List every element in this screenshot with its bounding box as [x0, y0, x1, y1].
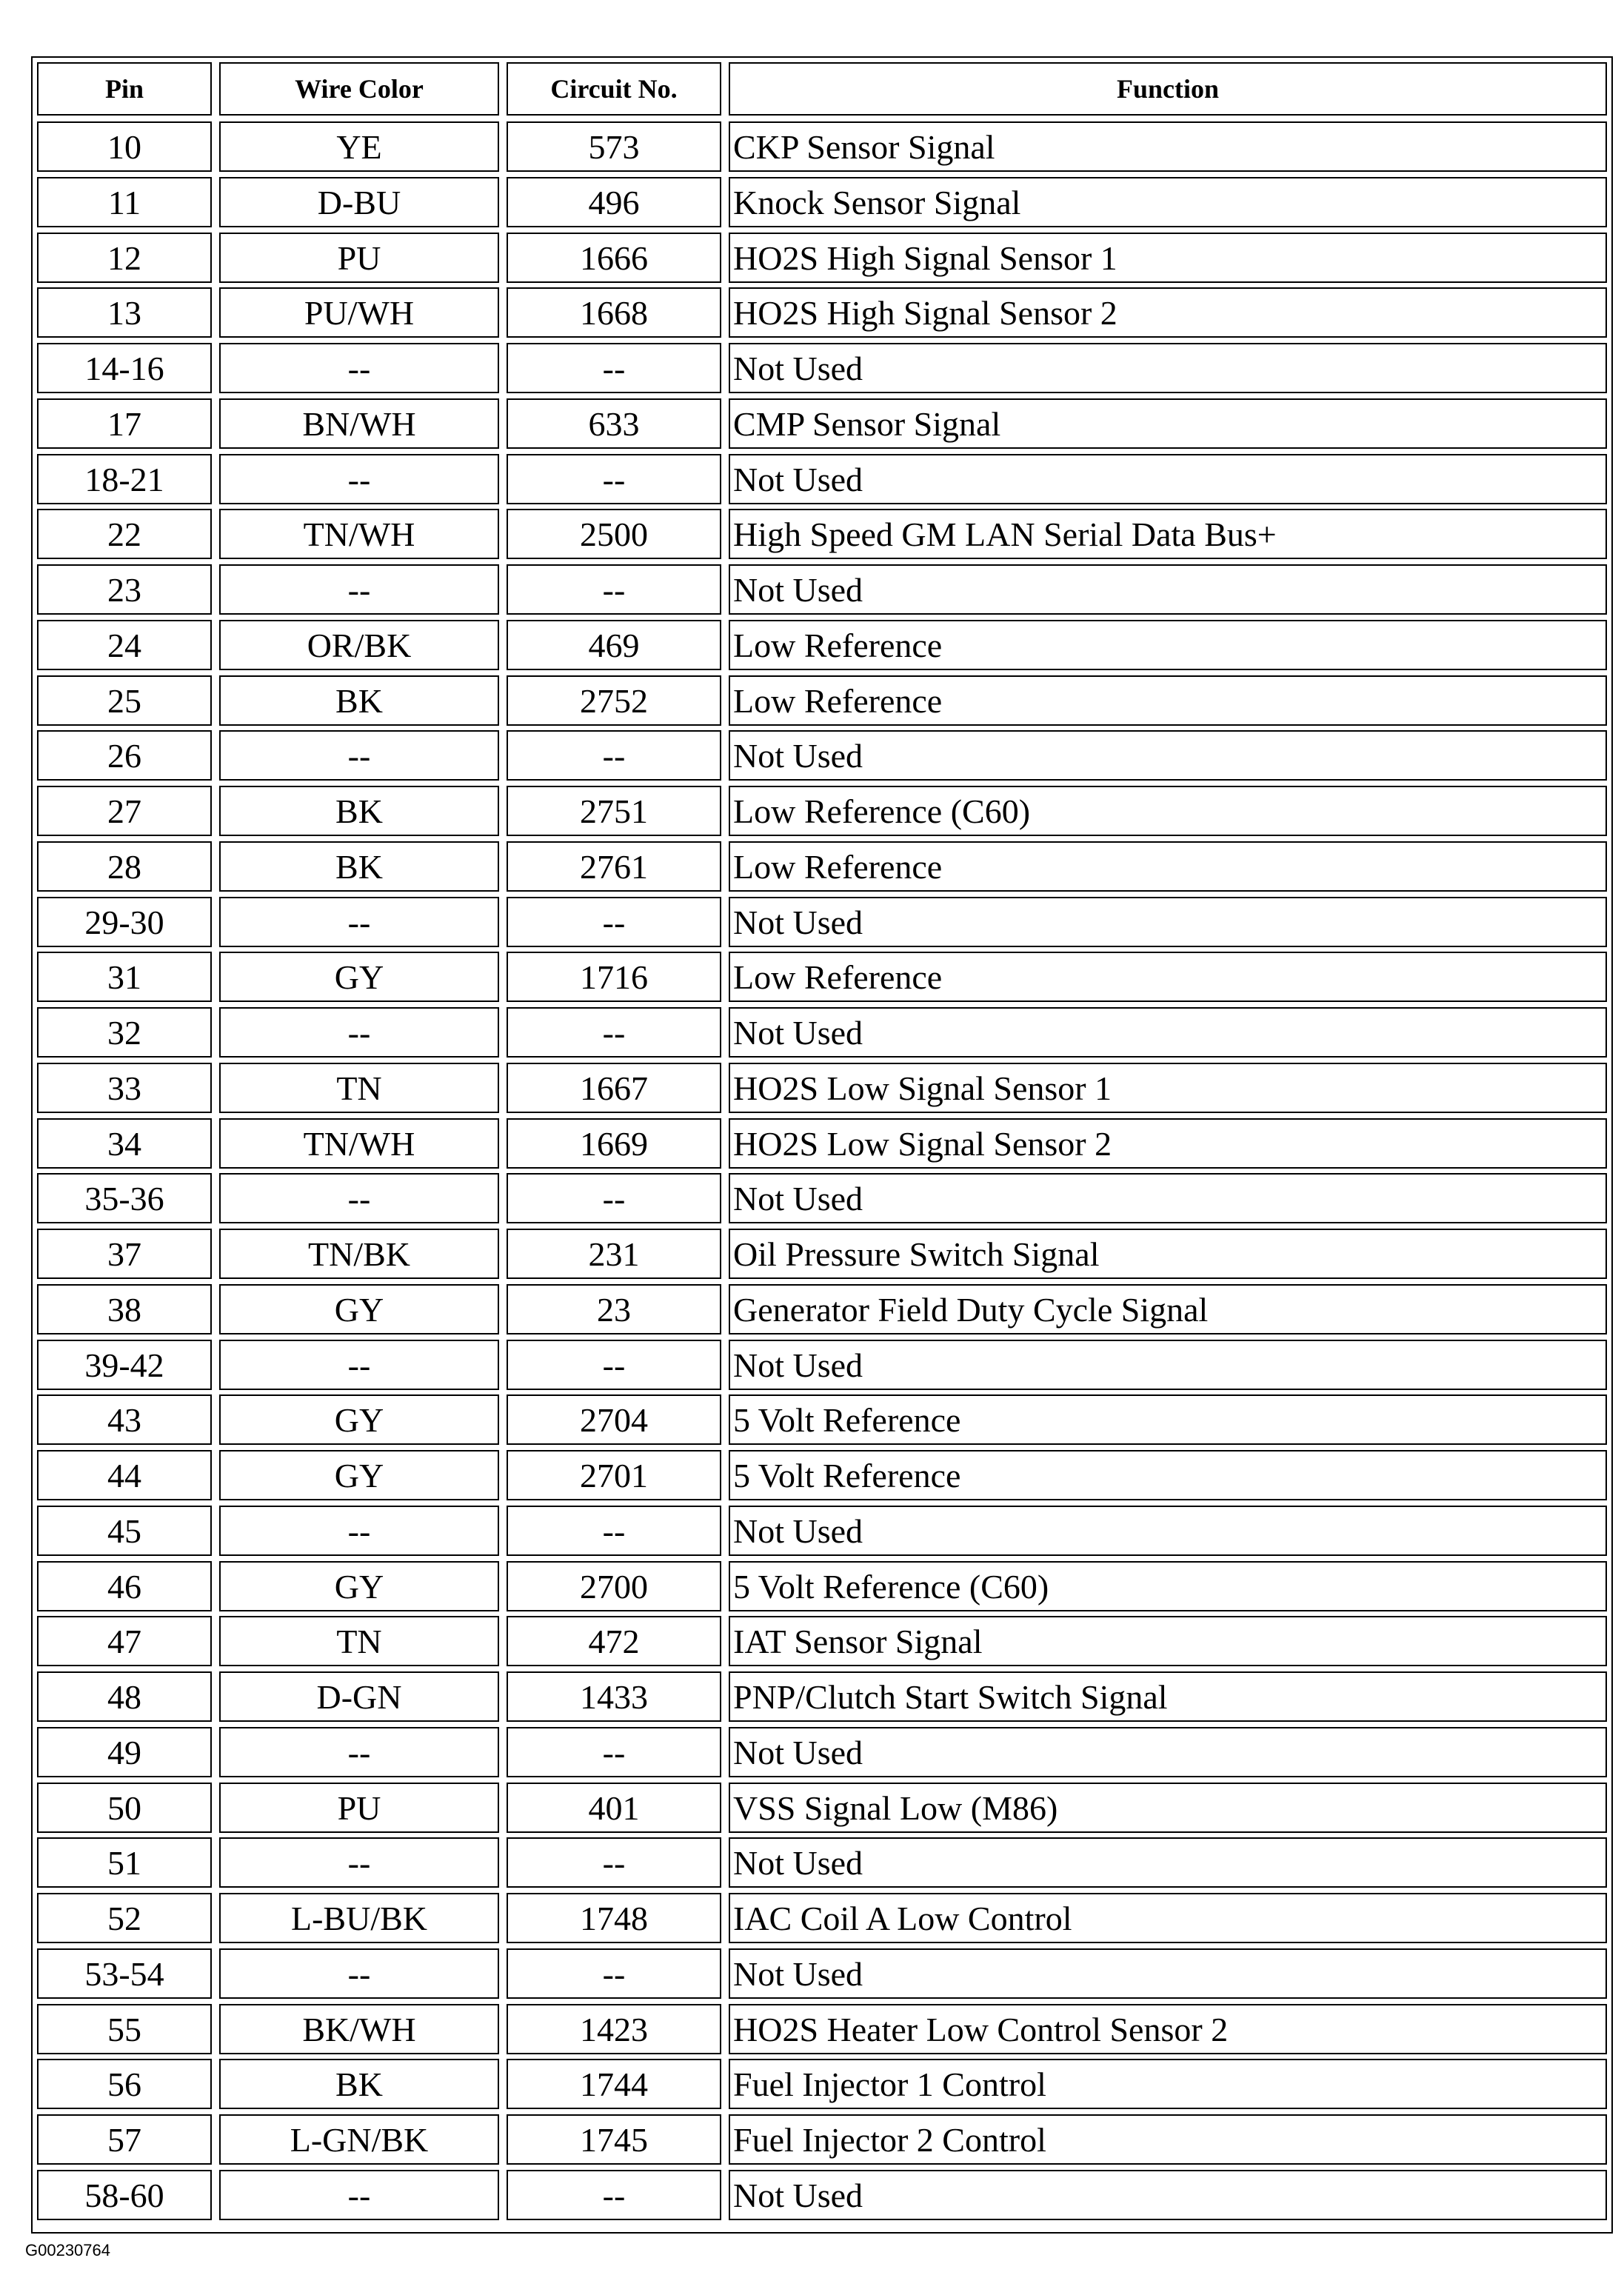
cell-circuit-no: --	[507, 1727, 721, 1777]
cell-circuit-no: --	[507, 1948, 721, 1999]
cell-function: Oil Pressure Switch Signal	[729, 1229, 1607, 1279]
cell-pin: 53-54	[37, 1948, 212, 1999]
cell-circuit-no: --	[507, 730, 721, 781]
cell-circuit-no: --	[507, 454, 721, 504]
table-row	[37, 952, 1607, 1002]
cell-circuit-no: --	[507, 343, 721, 393]
cell-wire-color: GY	[219, 1284, 499, 1334]
cell-pin: 58-60	[37, 2170, 212, 2220]
cell-circuit-no: 469	[507, 620, 721, 670]
table-row	[37, 2059, 1607, 2109]
cell-wire-color: BK/WH	[219, 2004, 499, 2054]
cell-pin: 11	[37, 177, 212, 227]
table-row	[37, 1007, 1607, 1058]
table-row	[37, 675, 1607, 726]
cell-wire-color: TN	[219, 1616, 499, 1666]
cell-pin: 57	[37, 2114, 212, 2165]
cell-circuit-no: 1745	[507, 2114, 721, 2165]
cell-wire-color: L-BU/BK	[219, 1893, 499, 1943]
table-header	[37, 62, 1607, 116]
cell-wire-color: TN/WH	[219, 509, 499, 559]
cell-function: Not Used	[729, 897, 1607, 947]
header-pin: Pin	[37, 62, 212, 116]
cell-circuit-no: 2700	[507, 1561, 721, 1611]
cell-wire-color: --	[219, 730, 499, 781]
cell-function: Not Used	[729, 1727, 1607, 1777]
table-row	[37, 1229, 1607, 1279]
cell-circuit-no: 1669	[507, 1118, 721, 1169]
cell-circuit-no: 496	[507, 177, 721, 227]
cell-circuit-no: 1666	[507, 233, 721, 283]
table-row	[37, 1394, 1607, 1445]
cell-function: Knock Sensor Signal	[729, 177, 1607, 227]
table-row	[37, 1284, 1607, 1334]
cell-wire-color: GY	[219, 1394, 499, 1445]
cell-pin: 44	[37, 1450, 212, 1500]
cell-circuit-no: 1667	[507, 1063, 721, 1113]
table-row	[37, 454, 1607, 504]
cell-pin: 27	[37, 786, 212, 836]
header-wire-color: Wire Color	[219, 62, 499, 116]
cell-circuit-no: 1668	[507, 287, 721, 338]
cell-pin: 49	[37, 1727, 212, 1777]
cell-function: Generator Field Duty Cycle Signal	[729, 1284, 1607, 1334]
table-row	[37, 2114, 1607, 2165]
cell-circuit-no: 472	[507, 1616, 721, 1666]
cell-circuit-no: --	[507, 1837, 721, 1888]
cell-wire-color: TN/BK	[219, 1229, 499, 1279]
cell-function: Not Used	[729, 1948, 1607, 1999]
cell-wire-color: BK	[219, 2059, 499, 2109]
cell-wire-color: YE	[219, 121, 499, 172]
cell-function: Low Reference	[729, 841, 1607, 892]
cell-function: CMP Sensor Signal	[729, 398, 1607, 449]
cell-circuit-no: 1433	[507, 1671, 721, 1722]
table-row	[37, 2004, 1607, 2054]
cell-pin: 26	[37, 730, 212, 781]
table-row	[37, 1616, 1607, 1666]
cell-circuit-no: 401	[507, 1783, 721, 1833]
cell-wire-color: PU	[219, 233, 499, 283]
table-row	[37, 1837, 1607, 1888]
cell-function: Low Reference (C60)	[729, 786, 1607, 836]
table-row	[37, 620, 1607, 670]
cell-function: Low Reference	[729, 952, 1607, 1002]
cell-circuit-no: 2704	[507, 1394, 721, 1445]
table-row	[37, 2170, 1607, 2220]
cell-pin: 43	[37, 1394, 212, 1445]
table-row	[37, 730, 1607, 781]
cell-function: Not Used	[729, 564, 1607, 615]
cell-circuit-no: 1423	[507, 2004, 721, 2054]
cell-pin: 29-30	[37, 897, 212, 947]
table-row	[37, 1948, 1607, 1999]
cell-circuit-no: 1748	[507, 1893, 721, 1943]
cell-function: HO2S Low Signal Sensor 1	[729, 1063, 1607, 1113]
cell-function: Fuel Injector 2 Control	[729, 2114, 1607, 2165]
cell-circuit-no: --	[507, 1173, 721, 1223]
table-row	[37, 1893, 1607, 1943]
cell-pin: 24	[37, 620, 212, 670]
cell-pin: 34	[37, 1118, 212, 1169]
cell-function: Not Used	[729, 1506, 1607, 1556]
cell-circuit-no: 633	[507, 398, 721, 449]
cell-circuit-no: 2761	[507, 841, 721, 892]
cell-circuit-no: 1744	[507, 2059, 721, 2109]
cell-wire-color: PU/WH	[219, 287, 499, 338]
cell-pin: 55	[37, 2004, 212, 2054]
cell-pin: 47	[37, 1616, 212, 1666]
cell-pin: 13	[37, 287, 212, 338]
cell-function: Not Used	[729, 730, 1607, 781]
cell-wire-color: --	[219, 1948, 499, 1999]
cell-pin: 17	[37, 398, 212, 449]
cell-wire-color: D-GN	[219, 1671, 499, 1722]
cell-wire-color: L-GN/BK	[219, 2114, 499, 2165]
cell-wire-color: --	[219, 1727, 499, 1777]
cell-wire-color: --	[219, 2170, 499, 2220]
cell-wire-color: PU	[219, 1783, 499, 1833]
cell-wire-color: --	[219, 454, 499, 504]
cell-wire-color: --	[219, 1173, 499, 1223]
cell-wire-color: --	[219, 1340, 499, 1390]
cell-circuit-no: 573	[507, 121, 721, 172]
cell-function: HO2S Heater Low Control Sensor 2	[729, 2004, 1607, 2054]
cell-circuit-no: 231	[507, 1229, 721, 1279]
cell-pin: 28	[37, 841, 212, 892]
cell-function: CKP Sensor Signal	[729, 121, 1607, 172]
cell-circuit-no: --	[507, 1506, 721, 1556]
cell-circuit-no: --	[507, 2170, 721, 2220]
cell-pin: 48	[37, 1671, 212, 1722]
table-row	[37, 1118, 1607, 1169]
table-row	[37, 1450, 1607, 1500]
cell-wire-color: --	[219, 1506, 499, 1556]
cell-function: HO2S High Signal Sensor 2	[729, 287, 1607, 338]
cell-function: Not Used	[729, 343, 1607, 393]
table-row	[37, 1173, 1607, 1223]
table-row	[37, 121, 1607, 172]
cell-circuit-no: 2751	[507, 786, 721, 836]
cell-wire-color: BN/WH	[219, 398, 499, 449]
cell-wire-color: D-BU	[219, 177, 499, 227]
cell-pin: 22	[37, 509, 212, 559]
cell-pin: 37	[37, 1229, 212, 1279]
cell-function: IAC Coil A Low Control	[729, 1893, 1607, 1943]
cell-wire-color: TN/WH	[219, 1118, 499, 1169]
header-circuit-no: Circuit No.	[507, 62, 721, 116]
cell-pin: 35-36	[37, 1173, 212, 1223]
cell-wire-color: OR/BK	[219, 620, 499, 670]
table-row	[37, 1506, 1607, 1556]
table-row	[37, 786, 1607, 836]
cell-circuit-no: 23	[507, 1284, 721, 1334]
cell-wire-color: GY	[219, 1561, 499, 1611]
cell-pin: 18-21	[37, 454, 212, 504]
cell-function: PNP/Clutch Start Switch Signal	[729, 1671, 1607, 1722]
cell-function: Not Used	[729, 1837, 1607, 1888]
header-function: Function	[729, 62, 1607, 116]
cell-pin: 31	[37, 952, 212, 1002]
cell-function: HO2S High Signal Sensor 1	[729, 233, 1607, 283]
cell-circuit-no: --	[507, 1340, 721, 1390]
cell-pin: 10	[37, 121, 212, 172]
cell-function: Not Used	[729, 1340, 1607, 1390]
table-row	[37, 509, 1607, 559]
cell-pin: 12	[37, 233, 212, 283]
cell-function: Not Used	[729, 454, 1607, 504]
table-row	[37, 897, 1607, 947]
table-row	[37, 398, 1607, 449]
cell-function: Not Used	[729, 1007, 1607, 1058]
cell-wire-color: --	[219, 897, 499, 947]
cell-pin: 23	[37, 564, 212, 615]
cell-circuit-no: 2701	[507, 1450, 721, 1500]
cell-wire-color: --	[219, 1837, 499, 1888]
cell-wire-color: BK	[219, 786, 499, 836]
table-row	[37, 1727, 1607, 1777]
table-row	[37, 343, 1607, 393]
cell-wire-color: TN	[219, 1063, 499, 1113]
cell-function: 5 Volt Reference (C60)	[729, 1561, 1607, 1611]
cell-wire-color: --	[219, 564, 499, 615]
figure-id: G00230764	[25, 2241, 110, 2259]
cell-function: Low Reference	[729, 620, 1607, 670]
table-row	[37, 1340, 1607, 1390]
cell-circuit-no: 2752	[507, 675, 721, 726]
table-row	[37, 1063, 1607, 1113]
cell-pin: 46	[37, 1561, 212, 1611]
cell-function: 5 Volt Reference	[729, 1450, 1607, 1500]
cell-wire-color: BK	[219, 841, 499, 892]
cell-pin: 33	[37, 1063, 212, 1113]
cell-pin: 45	[37, 1506, 212, 1556]
cell-function: Low Reference	[729, 675, 1607, 726]
cell-wire-color: BK	[219, 675, 499, 726]
table-row	[37, 1671, 1607, 1722]
cell-wire-color: --	[219, 343, 499, 393]
table-row	[37, 1561, 1607, 1611]
cell-circuit-no: --	[507, 1007, 721, 1058]
cell-function: Not Used	[729, 2170, 1607, 2220]
cell-circuit-no: --	[507, 564, 721, 615]
table-row	[37, 564, 1607, 615]
cell-pin: 56	[37, 2059, 212, 2109]
cell-wire-color: GY	[219, 1450, 499, 1500]
cell-wire-color: --	[219, 1007, 499, 1058]
cell-function: High Speed GM LAN Serial Data Bus+	[729, 509, 1607, 559]
cell-pin: 14-16	[37, 343, 212, 393]
table-row	[37, 841, 1607, 892]
cell-pin: 51	[37, 1837, 212, 1888]
cell-function: 5 Volt Reference	[729, 1394, 1607, 1445]
cell-pin: 52	[37, 1893, 212, 1943]
cell-function: Fuel Injector 1 Control	[729, 2059, 1607, 2109]
cell-pin: 38	[37, 1284, 212, 1334]
cell-function: VSS Signal Low (M86)	[729, 1783, 1607, 1833]
cell-wire-color: GY	[219, 952, 499, 1002]
cell-function: IAT Sensor Signal	[729, 1616, 1607, 1666]
cell-circuit-no: 1716	[507, 952, 721, 1002]
cell-pin: 39-42	[37, 1340, 212, 1390]
table-row	[37, 1783, 1607, 1833]
cell-circuit-no: --	[507, 897, 721, 947]
table-row	[37, 287, 1607, 338]
cell-pin: 32	[37, 1007, 212, 1058]
table-row	[37, 233, 1607, 283]
table-row	[37, 177, 1607, 227]
cell-pin: 25	[37, 675, 212, 726]
cell-function: Not Used	[729, 1173, 1607, 1223]
cell-pin: 50	[37, 1783, 212, 1833]
cell-function: HO2S Low Signal Sensor 2	[729, 1118, 1607, 1169]
cell-circuit-no: 2500	[507, 509, 721, 559]
